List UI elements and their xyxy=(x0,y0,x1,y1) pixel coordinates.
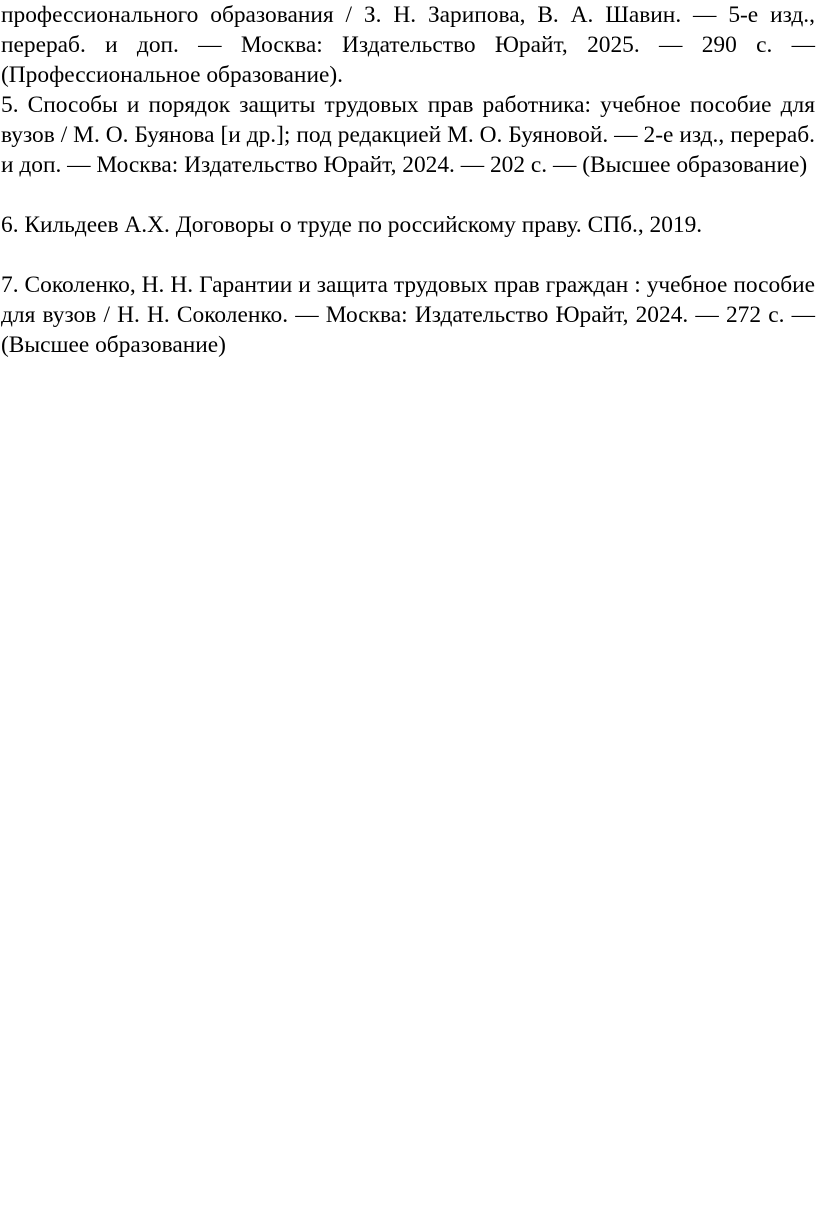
bibliography-entry-7: 7. Соколенко, Н. Н. Гарантии и защита трудовых прав граждан : учебное пособие для вузов / Н. Н. Соколенко. — Москва: Издательство Юрайт, 2024. — 272 с. — (Высшее образование) xyxy=(1,272,815,358)
bibliography-entry-6: 6. Кильдеев А.Х. Договоры о труде по российскому праву. СПб., 2019. xyxy=(1,212,703,238)
bibliography-entry-4-continuation: профессионального образования / З. Н. Зарипова, В. А. Шавин. — 5-е изд., перераб. и доп. — Москва: Издательство Юрайт, 2025. — 290 с. — (Профессиональное образование). xyxy=(1,2,815,88)
paragraph-spacer xyxy=(1,240,815,270)
bibliography-list xyxy=(1,0,815,360)
paragraph-spacer xyxy=(1,180,815,210)
bibliography-entry-5: 5. Способы и порядок защиты трудовых прав работника: учебное пособие для вузов / М. О. Буянова [и др.]; под редакцией М. О. Буяновой. — 2-е изд., перераб. и доп. — Москва: Издательство Юрайт, 2024. — 202 с. — (Высшее образование) xyxy=(1,92,815,178)
